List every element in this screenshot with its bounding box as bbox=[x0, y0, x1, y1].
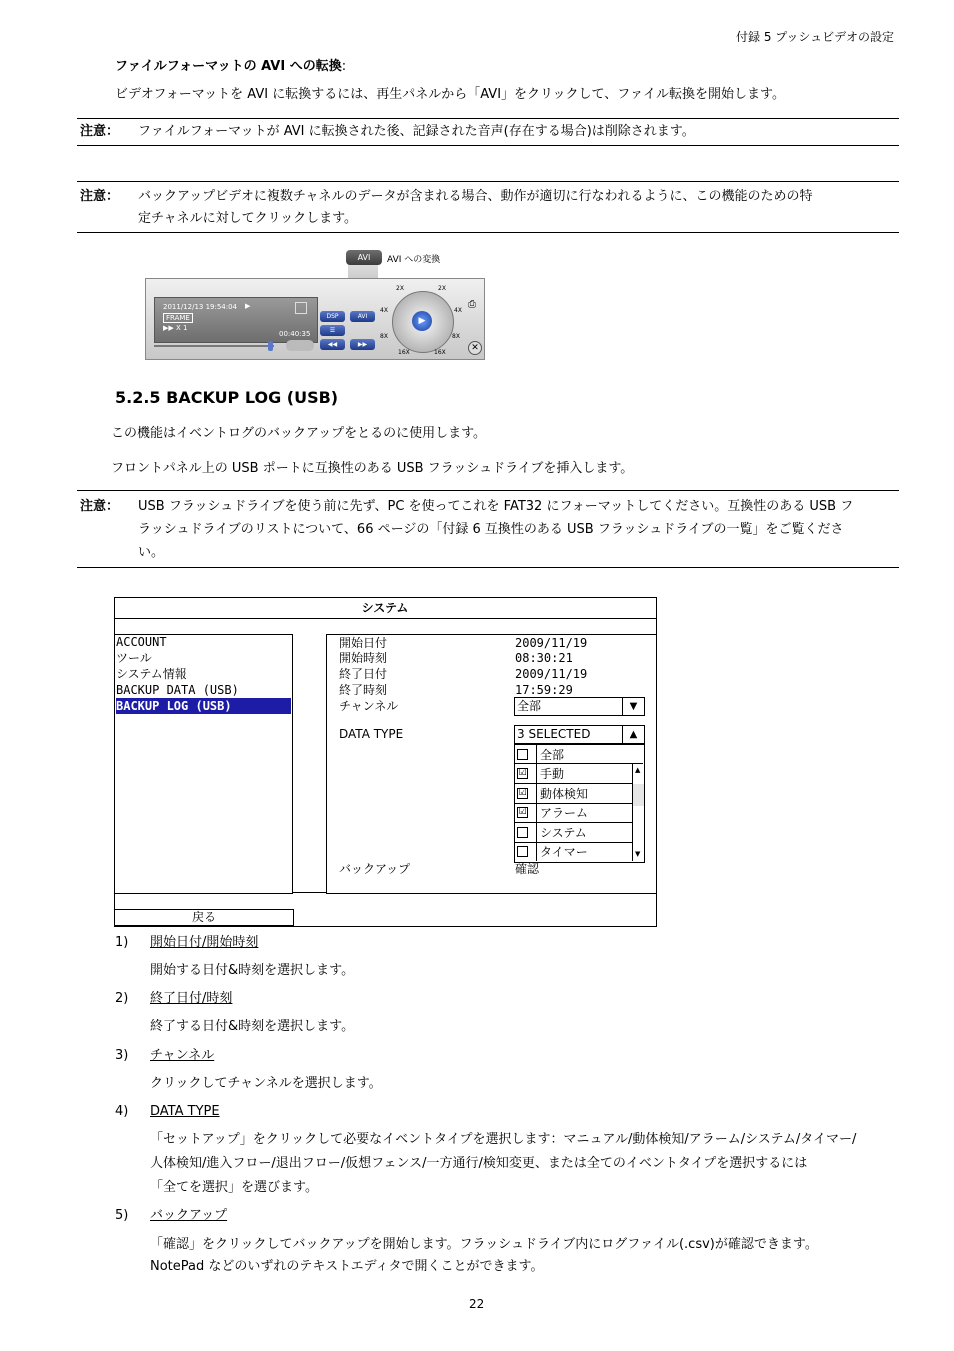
step-number: 4) bbox=[115, 1104, 129, 1119]
menu-item-account[interactable]: ACCOUNT bbox=[116, 635, 167, 649]
menu-item-backup-log[interactable]: BACKUP LOG (USB) bbox=[116, 698, 291, 714]
step-desc: 「セットアップ」をクリックして必要なイベントタイプを選択します：マニュアル/動体検知/アラーム/システム/タイマー/ bbox=[150, 1132, 857, 1147]
chevron-up-icon[interactable]: ▲ bbox=[622, 726, 644, 743]
menu-item-backup-data[interactable]: BACKUP DATA (USB) bbox=[116, 683, 239, 697]
playback-panel bbox=[145, 278, 485, 360]
checkbox[interactable] bbox=[517, 846, 528, 857]
menu-button[interactable]: ☰ bbox=[320, 325, 345, 336]
avi-button[interactable] bbox=[346, 250, 382, 265]
note-label: 注意： bbox=[80, 189, 120, 204]
note-text: バックアップビデオに複数チャネルのデータが含まれる場合、動作が適切に行なわれるように、この機能のための特 bbox=[138, 189, 813, 204]
lcd-date: 2011/12/13 19:54:04 bbox=[163, 303, 238, 311]
rewind-button[interactable]: ◀◀ bbox=[320, 339, 345, 350]
step-title: チャンネル bbox=[150, 1048, 215, 1063]
section-title: 5.2.5 BACKUP LOG (USB) bbox=[115, 388, 339, 407]
start-date-value[interactable]: 2009/11/19 bbox=[515, 636, 588, 650]
data-type-select-value: 3 SELECTED bbox=[517, 727, 591, 741]
step-title: バックアップ bbox=[150, 1208, 228, 1223]
step-desc: 人体検知/進入フロー/退出フロー/仮想フェンス/一方通行/検知変更、または全てのイベントタイプを選択するには bbox=[150, 1156, 808, 1171]
start-time-label: 開始時刻 bbox=[339, 651, 388, 665]
note-text: い。 bbox=[138, 545, 165, 560]
step-number: 5) bbox=[115, 1208, 129, 1223]
speed-label: 2X bbox=[438, 285, 446, 292]
lcd-mode: FRAME bbox=[163, 313, 193, 323]
divider bbox=[77, 567, 899, 568]
option-label: アラーム bbox=[540, 806, 589, 820]
divider bbox=[77, 181, 899, 182]
checkbox[interactable]: ☑ bbox=[518, 807, 527, 817]
checkbox[interactable]: ☑ bbox=[518, 768, 527, 778]
dsp-button[interactable]: DSP bbox=[320, 311, 345, 322]
scroll-up-icon[interactable]: ▲ bbox=[635, 766, 641, 774]
avi-button-label: AVI bbox=[357, 253, 371, 262]
start-time-value[interactable]: 08:30:21 bbox=[515, 651, 573, 665]
doc-icon bbox=[295, 302, 307, 314]
start-date-label: 開始日付 bbox=[339, 636, 388, 650]
note-text: ラッシュドライブのリストについて、66 ページの「付録 6 互換性のある USB フラッシュドライブの一覧」をご覧くださ bbox=[138, 522, 844, 537]
snapshot-icon[interactable]: ⎙ bbox=[468, 299, 476, 310]
step-desc: NotePad などのいずれのテキストエディタで開くことができます。 bbox=[150, 1259, 544, 1274]
lcd-speed: ▶▶ X 1 bbox=[163, 324, 188, 332]
back-button[interactable]: 戻る bbox=[114, 909, 294, 926]
scroll-down-icon[interactable]: ▼ bbox=[635, 850, 641, 858]
divider bbox=[77, 145, 899, 146]
close-icon[interactable]: ✕ bbox=[468, 341, 482, 355]
option-label: 手動 bbox=[540, 767, 565, 781]
menu-item-tools[interactable]: ツール bbox=[116, 651, 152, 665]
option-label: 動体検知 bbox=[540, 787, 589, 801]
step-title: 終了日付/時刻 bbox=[150, 991, 233, 1006]
speed-label: 8X bbox=[452, 333, 460, 340]
play-icon: ▶ bbox=[245, 302, 251, 310]
speed-label: 4X bbox=[454, 307, 462, 314]
step-title: DATA TYPE bbox=[150, 1104, 220, 1119]
note-text: USB フラッシュドライブを使う前に先ず、PC を使ってこれを FAT32 にフォーマットしてください。互換性のある USB フ bbox=[138, 499, 854, 514]
step-number: 3) bbox=[115, 1048, 129, 1063]
step-desc: 「確認」をクリックしてバックアップを開始します。フラッシュドライブ内にログファイル(.csv)が確認できます。 bbox=[150, 1237, 818, 1252]
note-text: 定チャネルに対してクリックします。 bbox=[138, 211, 358, 226]
checkbox[interactable] bbox=[517, 749, 528, 760]
section-paragraph: この機能はイベントログのバックアップをとるのに使用します。 bbox=[111, 426, 487, 441]
data-type-label: DATA TYPE bbox=[339, 727, 404, 741]
end-date-value[interactable]: 2009/11/19 bbox=[515, 667, 588, 681]
progress-handle[interactable] bbox=[268, 341, 273, 351]
step-number: 1) bbox=[115, 935, 129, 950]
option-label: 全部 bbox=[540, 748, 565, 762]
lcd-counter: 00:40:35 bbox=[279, 330, 311, 338]
end-time-label: 終了時刻 bbox=[339, 683, 388, 697]
speed-label: 16X bbox=[434, 349, 446, 356]
step-desc: 終了する日付&時刻を選択します。 bbox=[150, 1019, 355, 1034]
forward-button[interactable]: ▶▶ bbox=[350, 339, 375, 350]
play-button[interactable]: ▶ bbox=[412, 311, 432, 331]
backup-confirm-button[interactable]: 確認 bbox=[515, 862, 540, 876]
step-number: 2) bbox=[115, 991, 129, 1006]
end-date-label: 終了日付 bbox=[339, 667, 388, 681]
volume-slider[interactable] bbox=[286, 340, 314, 351]
channel-select-value: 全部 bbox=[517, 699, 542, 713]
step-desc: 開始する日付&時刻を選択します。 bbox=[150, 963, 355, 978]
page-number: 22 bbox=[469, 1297, 485, 1311]
avi-paragraph: ビデオフォーマットを AVI に転換するには、再生パネルから「AVI」をクリックして、ファイル転換を開始します。 bbox=[115, 87, 785, 102]
avi-panel-button[interactable]: AVI bbox=[350, 311, 375, 322]
progress-track[interactable] bbox=[154, 345, 274, 347]
menu-title: システム bbox=[361, 601, 409, 615]
backup-label: バックアップ bbox=[339, 862, 411, 876]
data-type-select[interactable] bbox=[514, 725, 645, 744]
lcd-display bbox=[154, 297, 318, 343]
step-desc: クリックしてチャンネルを選択します。 bbox=[150, 1076, 382, 1091]
divider bbox=[77, 232, 899, 233]
chevron-down-icon[interactable]: ▼ bbox=[622, 698, 644, 715]
step-title: 開始日付/開始時刻 bbox=[150, 935, 259, 950]
step-desc: 「全てを選択」を選びます。 bbox=[150, 1180, 318, 1195]
note-text: ファイルフォーマットが AVI に転換された後、記録された音声(存在する場合)は削除されます。 bbox=[138, 124, 695, 139]
divider bbox=[77, 118, 899, 119]
scroll-thumb[interactable] bbox=[633, 784, 644, 806]
speed-label: 8X bbox=[380, 333, 388, 340]
note-label: 注意： bbox=[80, 499, 120, 514]
avi-subtitle: ファイルフォーマットの AVI への転換: bbox=[115, 59, 347, 74]
title-divider bbox=[114, 618, 656, 619]
speed-label: 4X bbox=[380, 307, 388, 314]
option-label: システム bbox=[540, 826, 587, 840]
scrollbar[interactable] bbox=[632, 764, 644, 861]
menu-item-system-info[interactable]: システム情報 bbox=[116, 667, 187, 681]
speed-label: 2X bbox=[396, 285, 404, 292]
channel-select[interactable] bbox=[514, 697, 645, 716]
option-label: タイマー bbox=[540, 845, 588, 859]
checkbox[interactable]: ☑ bbox=[518, 788, 527, 798]
end-time-value[interactable]: 17:59:29 bbox=[515, 683, 573, 697]
running-header: 付録 5 プッシュビデオの設定 bbox=[736, 30, 894, 44]
channel-label: チャンネル bbox=[339, 699, 399, 713]
divider bbox=[77, 490, 899, 491]
checkbox[interactable] bbox=[517, 827, 528, 838]
section-paragraph: フロントパネル上の USB ポートに互換性のある USB フラッシュドライブを挿入します。 bbox=[111, 461, 634, 476]
figure-caption: AVI への変換 bbox=[387, 255, 441, 265]
note-label: 注意： bbox=[80, 124, 120, 139]
speed-label: 16X bbox=[398, 349, 410, 356]
